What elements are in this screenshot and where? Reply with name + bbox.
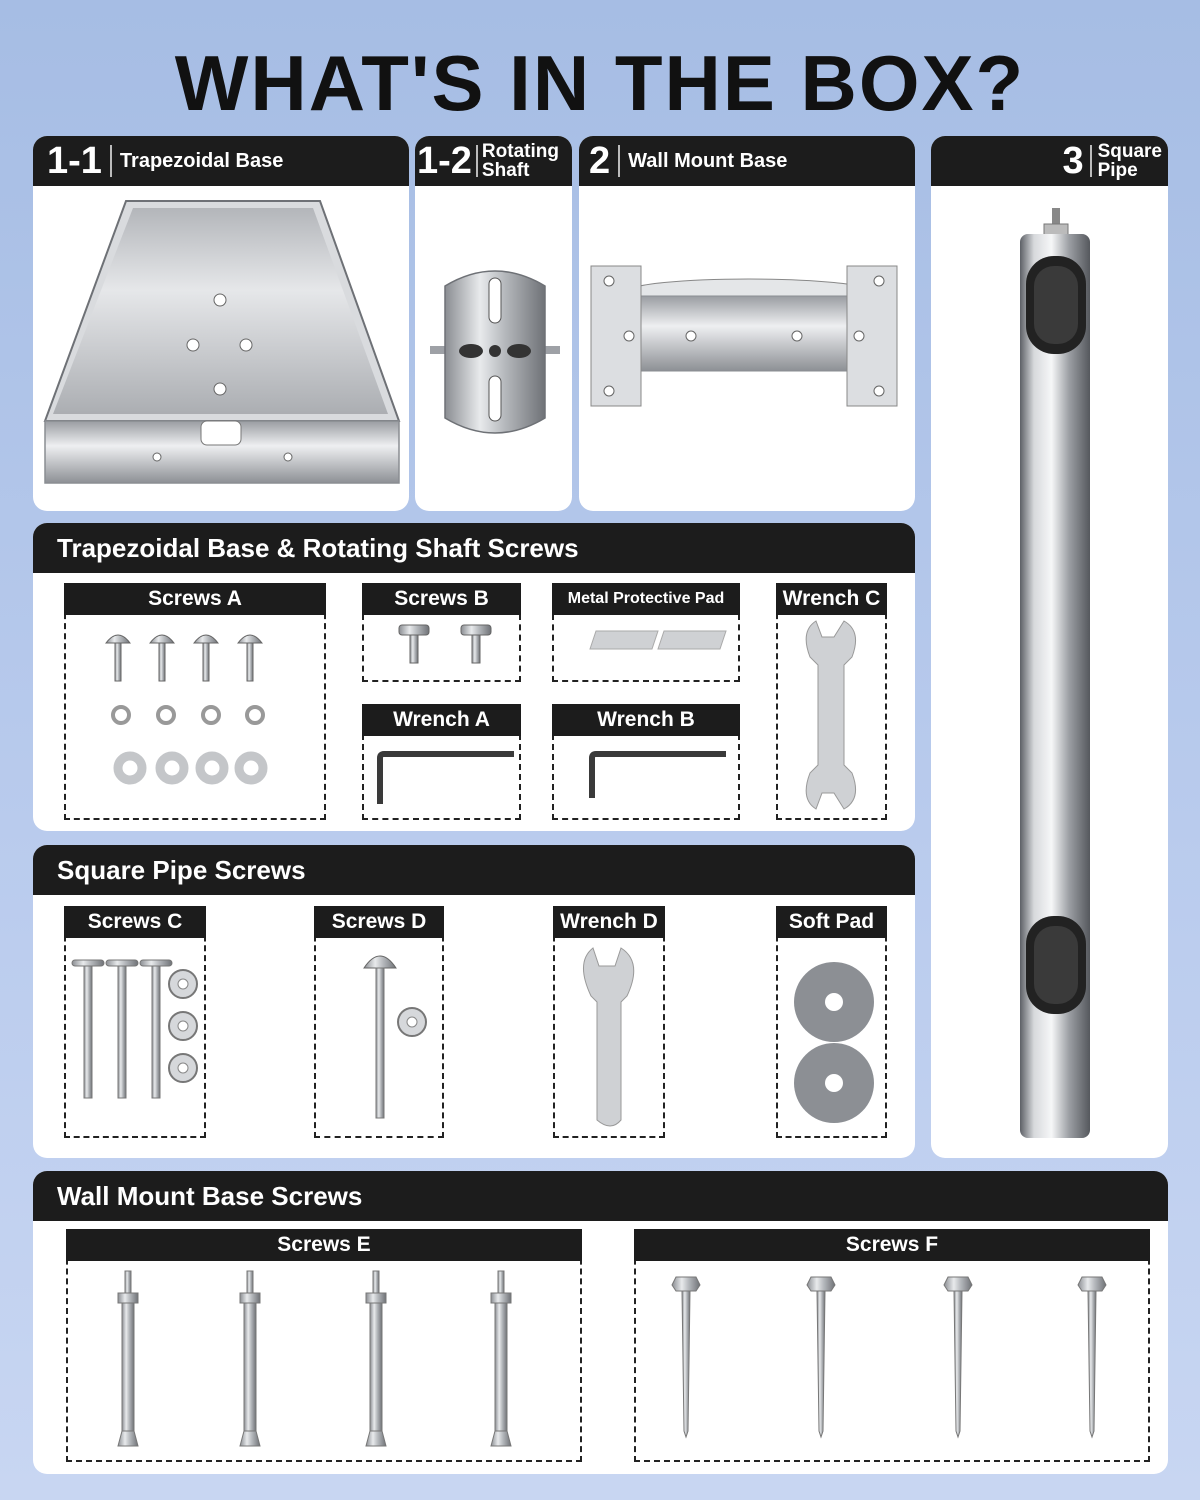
square-pipe-image: [931, 186, 1168, 1158]
screws-f-image: [636, 1261, 1148, 1459]
section-title: Wall Mount Base Screws: [33, 1171, 1168, 1221]
box-label: Wrench A: [362, 704, 521, 736]
box-label: Wrench C: [776, 583, 887, 615]
part-number: 1-1: [47, 140, 102, 182]
box-screws-f: [634, 1229, 1150, 1462]
trapezoidal-base-image: [33, 186, 409, 511]
part-number: 2: [589, 140, 611, 182]
box-label: Screws F: [634, 1229, 1150, 1261]
box-label: Screws A: [64, 583, 326, 615]
box-metal-protective-pad: [552, 583, 740, 682]
box-label: Wrench B: [552, 704, 740, 736]
part-label: [1098, 142, 1162, 180]
box-label: Screws C: [64, 906, 206, 938]
box-wrench-c: [776, 583, 887, 820]
box-wrench-b: [552, 704, 740, 820]
box-screws-a: [64, 583, 326, 820]
part-label-line1: Square: [1097, 141, 1162, 162]
part-square-pipe-panel: [931, 136, 1168, 1158]
box-soft-pad: [776, 906, 887, 1138]
box-screws-d: [314, 906, 444, 1138]
part-label: [482, 142, 559, 180]
part-number: 3: [1062, 140, 1084, 182]
part-label: Trapezoidal Base: [119, 149, 284, 172]
divider: [476, 145, 478, 177]
screws-c-image: [66, 938, 204, 1134]
wall-mount-base-image: [579, 186, 915, 511]
box-label: Screws D: [314, 906, 444, 938]
part-label-line2: Shaft: [481, 160, 530, 181]
part-label-line2: Pipe: [1097, 160, 1138, 181]
section-trapezoidal-screws: [33, 523, 915, 831]
screws-b-image: [364, 615, 519, 680]
box-label: Wrench D: [553, 906, 665, 938]
box-screws-b: [362, 583, 521, 682]
part-header: [579, 136, 915, 186]
section-title: Trapezoidal Base & Rotating Shaft Screws: [33, 523, 915, 573]
box-label: Screws B: [362, 583, 521, 615]
section-square-pipe-screws: [33, 845, 915, 1158]
box-screws-c: [64, 906, 206, 1138]
soft-pad-image: [778, 938, 885, 1134]
divider: [1090, 145, 1092, 177]
part-label: Wall Mount Base: [628, 149, 788, 172]
box-label: Soft Pad: [776, 906, 887, 938]
metal-protective-pad-image: [554, 615, 738, 680]
part-number: 1-2: [417, 140, 472, 182]
part-header: [931, 136, 1168, 186]
section-title: Square Pipe Screws: [33, 845, 915, 895]
wrench-a-image: [364, 736, 519, 816]
screws-d-image: [316, 938, 442, 1134]
section-wall-mount-screws: [33, 1171, 1168, 1474]
wrench-c-image: [778, 615, 885, 815]
wrench-d-image: [555, 938, 663, 1134]
wrench-b-image: [554, 736, 738, 816]
rotating-shaft-image: [415, 186, 572, 511]
divider: [618, 145, 620, 177]
screws-a-image: [66, 615, 324, 815]
screws-e-image: [68, 1261, 580, 1459]
box-wrench-d: [553, 906, 665, 1138]
part-header: [415, 136, 572, 186]
part-wall-mount-base-panel: [579, 136, 915, 511]
part-label-line1: Rotating: [481, 141, 559, 162]
page-title: WHAT'S IN THE BOX?: [174, 39, 1026, 127]
part-header: [33, 136, 409, 186]
part-rotating-shaft-panel: [415, 136, 572, 511]
box-wrench-a: [362, 704, 521, 820]
box-screws-e: [66, 1229, 582, 1462]
box-label: Metal Protective Pad: [552, 583, 740, 615]
part-trapezoidal-base-panel: [33, 136, 409, 511]
divider: [110, 145, 112, 177]
box-label: Screws E: [66, 1229, 582, 1261]
